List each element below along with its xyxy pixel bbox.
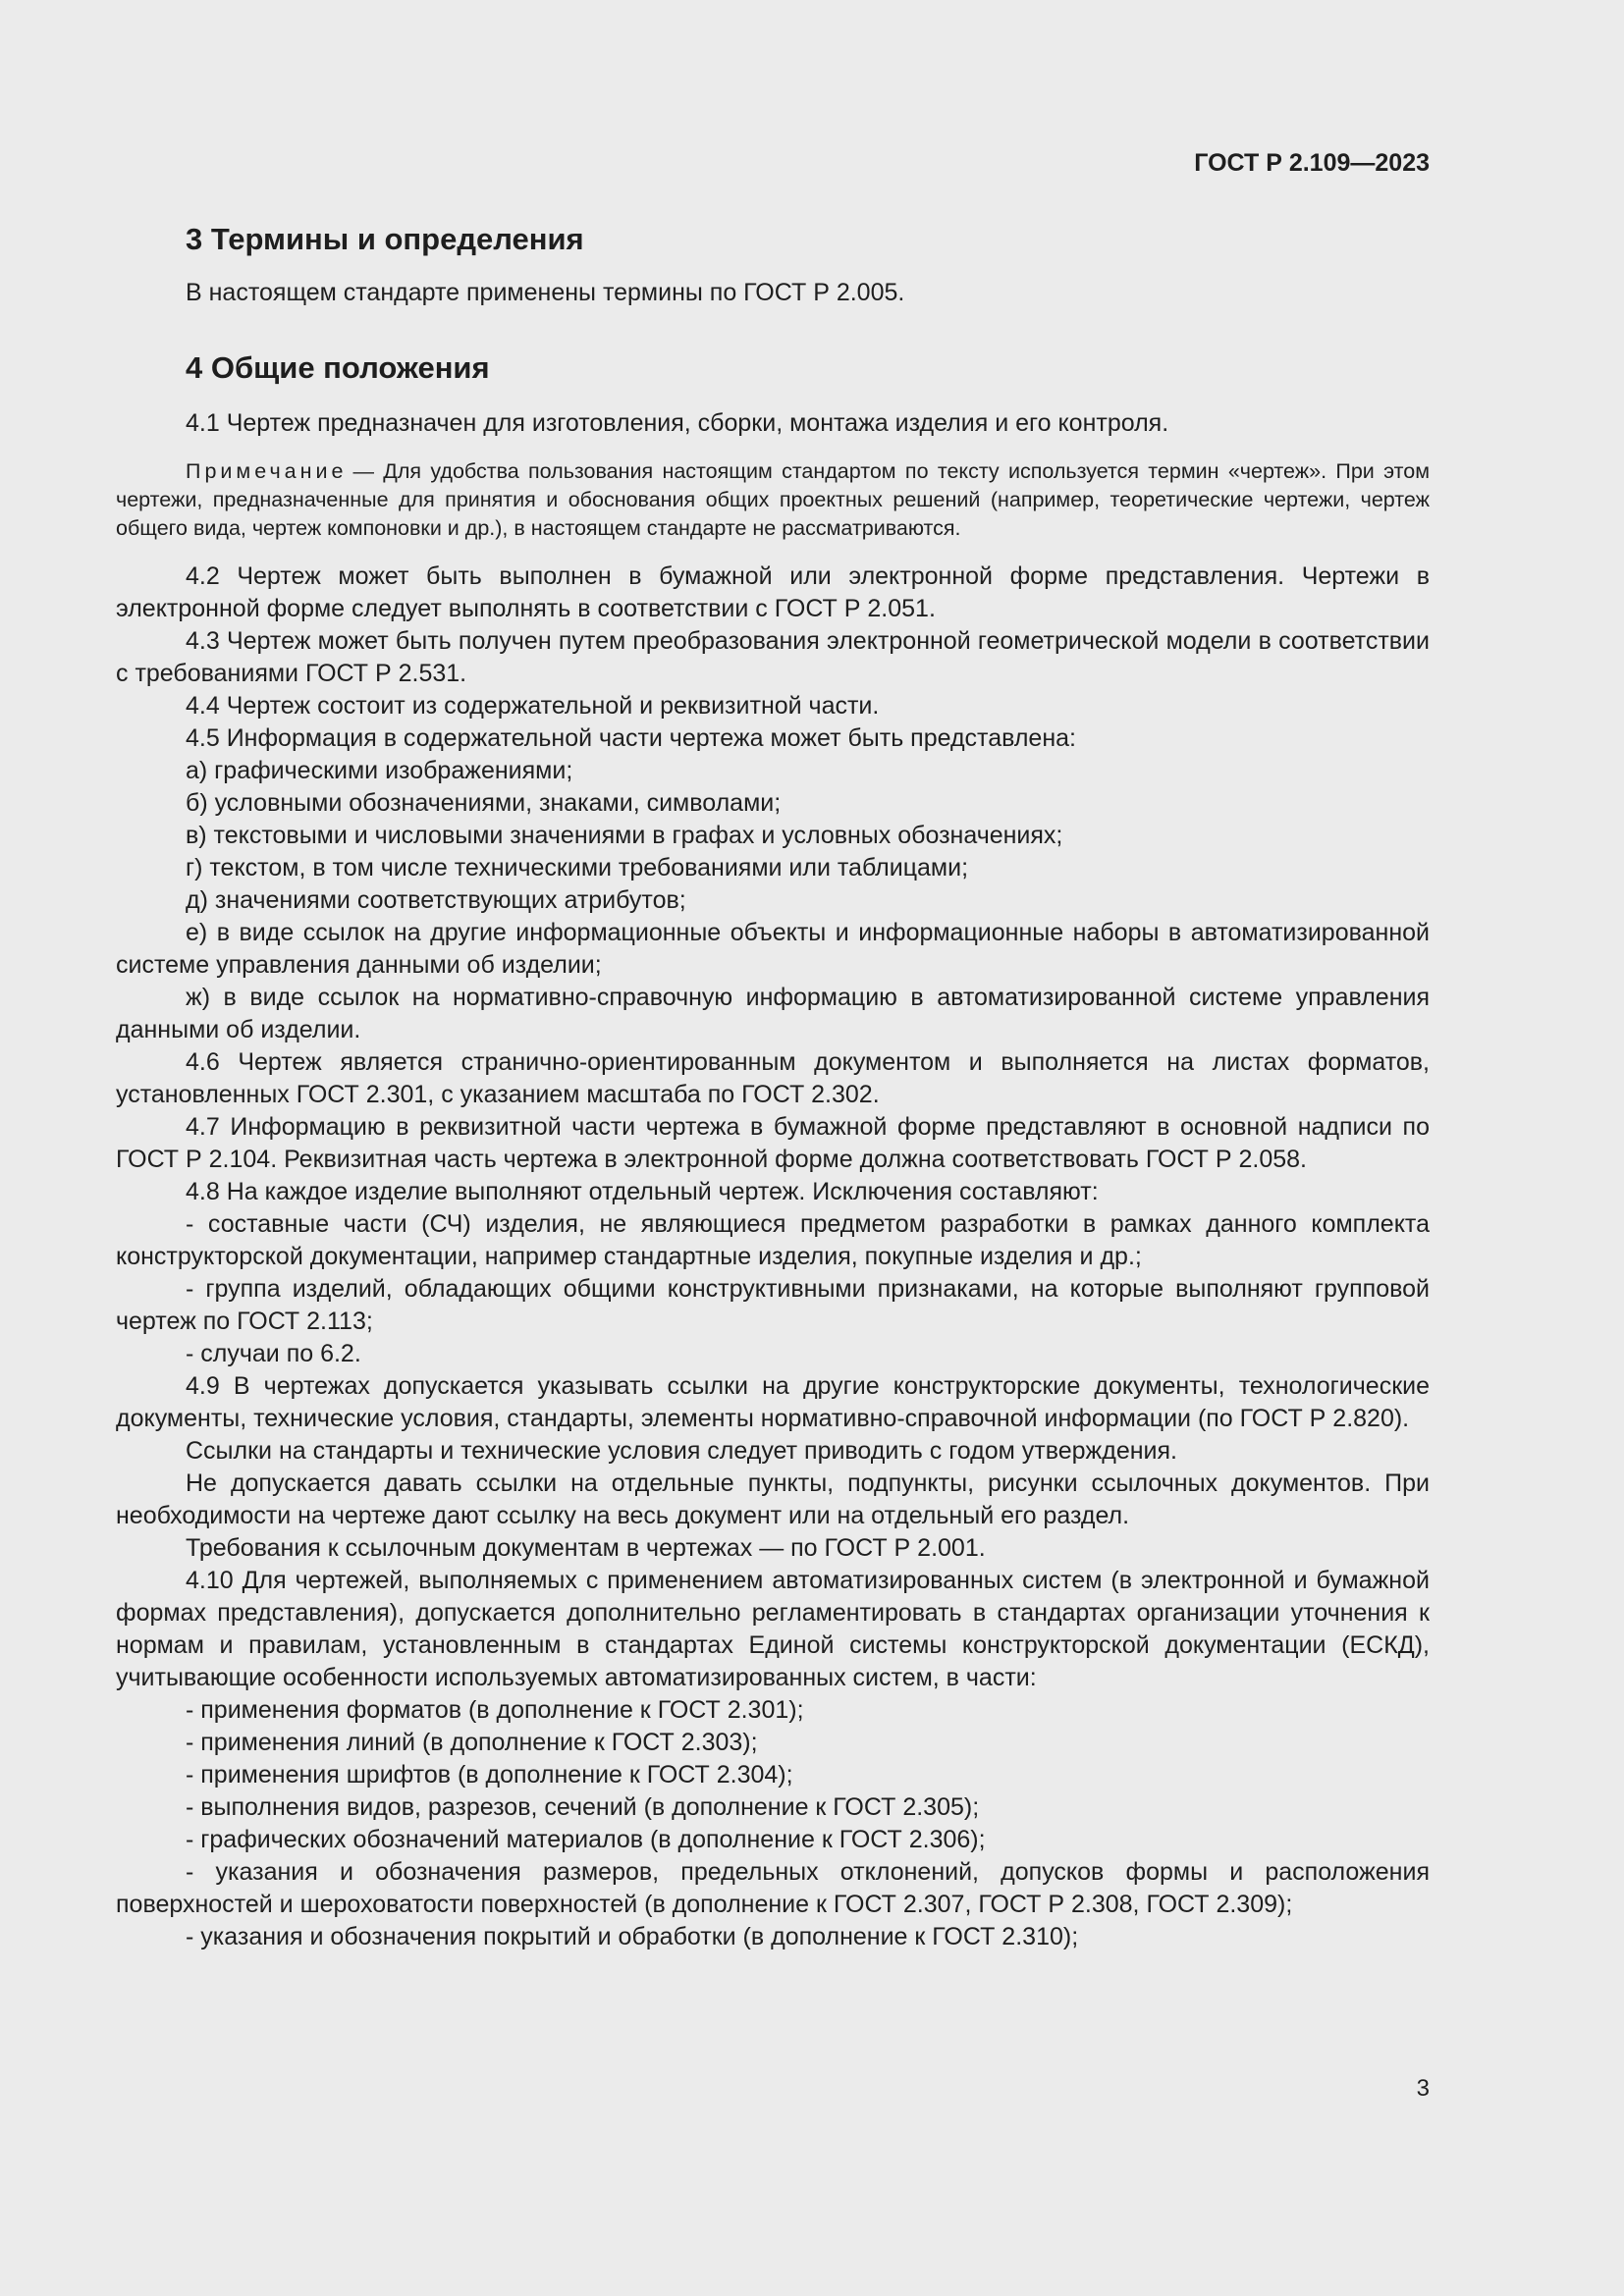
section-3-title: 3 Термины и определения bbox=[186, 222, 584, 256]
list-item: - указания и обозначения покрытий и обработки (в дополнение к ГОСТ 2.310); bbox=[186, 1923, 1079, 1950]
list-item: ж) в виде ссылок на нормативно-справочную информацию в автоматизированной системе управления данными об изделии. bbox=[116, 984, 1430, 1043]
clause-paragraph: 4.6 Чертеж является странично-ориентированным документом и выполняется на листах форматов, установленных ГОСТ 2.301, с указанием масштаба по ГОСТ 2.302. bbox=[116, 1048, 1430, 1108]
clause-list bbox=[116, 561, 1430, 1953]
list-item: - указания и обозначения размеров, предельных отклонений, допусков формы и расположения поверхностей и шероховатости поверхностей (в дополнение к ГОСТ 2.307, ГОСТ Р 2.308, ГОСТ 2.309); bbox=[116, 1858, 1430, 1918]
document-code: ГОСТ Р 2.109—2023 bbox=[1194, 149, 1430, 177]
section-3-text: В настоящем стандарте применены термины по ГОСТ Р 2.005. bbox=[186, 279, 905, 306]
list-item: в) текстовыми и числовыми значениями в графах и условных обозначениях; bbox=[186, 822, 1063, 849]
list-item: - выполнения видов, разрезов, сечений (в дополнение к ГОСТ 2.305); bbox=[186, 1793, 980, 1821]
list-item: - применения линий (в дополнение к ГОСТ 2.303); bbox=[186, 1729, 758, 1756]
clause-paragraph: 4.7 Информацию в реквизитной части чертежа в бумажной форме представляют в основной надписи по ГОСТ Р 2.104. Реквизитная часть чертежа в электронной форме должна соответствовать ГОСТ Р 2.058. bbox=[116, 1113, 1430, 1173]
clause-paragraph: Ссылки на стандарты и технические условия следует приводить с годом утверждения. bbox=[186, 1437, 1177, 1465]
list-item: - группа изделий, обладающих общими конструктивными признаками, на которые выполняют групповой чертеж по ГОСТ 2.113; bbox=[116, 1275, 1430, 1335]
clause-4-1: 4.1 Чертеж предназначен для изготовления, сборки, монтажа изделия и его контроля. bbox=[186, 409, 1169, 437]
list-item: е) в виде ссылок на другие информационные объекты и информационные наборы в автоматизированной системе управления данными об изделии; bbox=[116, 919, 1430, 979]
list-item: - применения форматов (в дополнение к ГОСТ 2.301); bbox=[186, 1696, 804, 1724]
list-item: а) графическими изображениями; bbox=[186, 757, 573, 784]
list-item: г) текстом, в том числе техническими требованиями или таблицами; bbox=[186, 854, 969, 881]
page-number: 3 bbox=[1416, 2075, 1430, 2102]
clause-paragraph: 4.9 В чертежах допускается указывать ссылки на другие конструкторские документы, технологические документы, технические условия, стандарты, элементы нормативно-справочной информации (по ГОСТ Р 2.820). bbox=[116, 1372, 1430, 1432]
list-item: д) значениями соответствующих атрибутов; bbox=[186, 886, 686, 914]
list-item: - составные части (СЧ) изделия, не являющиеся предметом разработки в рамках данного комплекта конструкторской документации, например стандартные изделия, покупные изделия и др.; bbox=[116, 1210, 1430, 1270]
clause-paragraph: 4.3 Чертеж может быть получен путем преобразования электронной геометрической модели в соответствии с требованиями ГОСТ Р 2.531. bbox=[116, 627, 1430, 687]
note-text: — Для удобства пользования настоящим стандартом по тексту используется термин «чертеж». При этом чертежи, предназначенные для принятия и обоснования общих проектных решений (например, теоретические чертежи, чертеж общего вида, чертеж компоновки и др.), в настоящем стандарте не рассматриваются. bbox=[116, 459, 1430, 540]
clause-paragraph: 4.5 Информация в содержательной части чертежа может быть представлена: bbox=[186, 724, 1076, 752]
list-item: - применения шрифтов (в дополнение к ГОСТ 2.304); bbox=[186, 1761, 793, 1789]
list-item: б) условными обозначениями, знаками, символами; bbox=[186, 789, 782, 817]
list-item: - графических обозначений материалов (в дополнение к ГОСТ 2.306); bbox=[186, 1826, 986, 1853]
document-body bbox=[116, 220, 1430, 1953]
note-block bbox=[116, 457, 1430, 543]
list-item: - случаи по 6.2. bbox=[186, 1340, 361, 1367]
clause-paragraph: 4.4 Чертеж состоит из содержательной и реквизитной части. bbox=[186, 692, 880, 720]
clause-paragraph: 4.8 На каждое изделие выполняют отдельный чертеж. Исключения составляют: bbox=[186, 1178, 1099, 1205]
clause-paragraph: Требования к ссылочным документам в чертежах — по ГОСТ Р 2.001. bbox=[186, 1534, 986, 1562]
clause-paragraph: Не допускается давать ссылки на отдельные пункты, подпункты, рисунки ссылочных документов. При необходимости на чертеже дают ссылку на весь документ или на отдельный его раздел. bbox=[116, 1469, 1430, 1529]
section-4-title: 4 Общие положения bbox=[186, 350, 490, 385]
clause-paragraph: 4.10 Для чертежей, выполняемых с применением автоматизированных систем (в электронной и бумажной формах представления), допускается дополнительно регламентировать в стандартах организации уточнения к нормам и правилам, установленным в стандартах Единой системы конструкторской документации (ЕСКД), учитывающие особенности используемых автоматизированных систем, в части: bbox=[116, 1567, 1430, 1691]
clause-paragraph: 4.2 Чертеж может быть выполнен в бумажной или электронной форме представления. Чертежи в электронной форме следует выполнять в соответствии с ГОСТ Р 2.051. bbox=[116, 562, 1430, 622]
note-label: Примечание bbox=[186, 459, 348, 483]
